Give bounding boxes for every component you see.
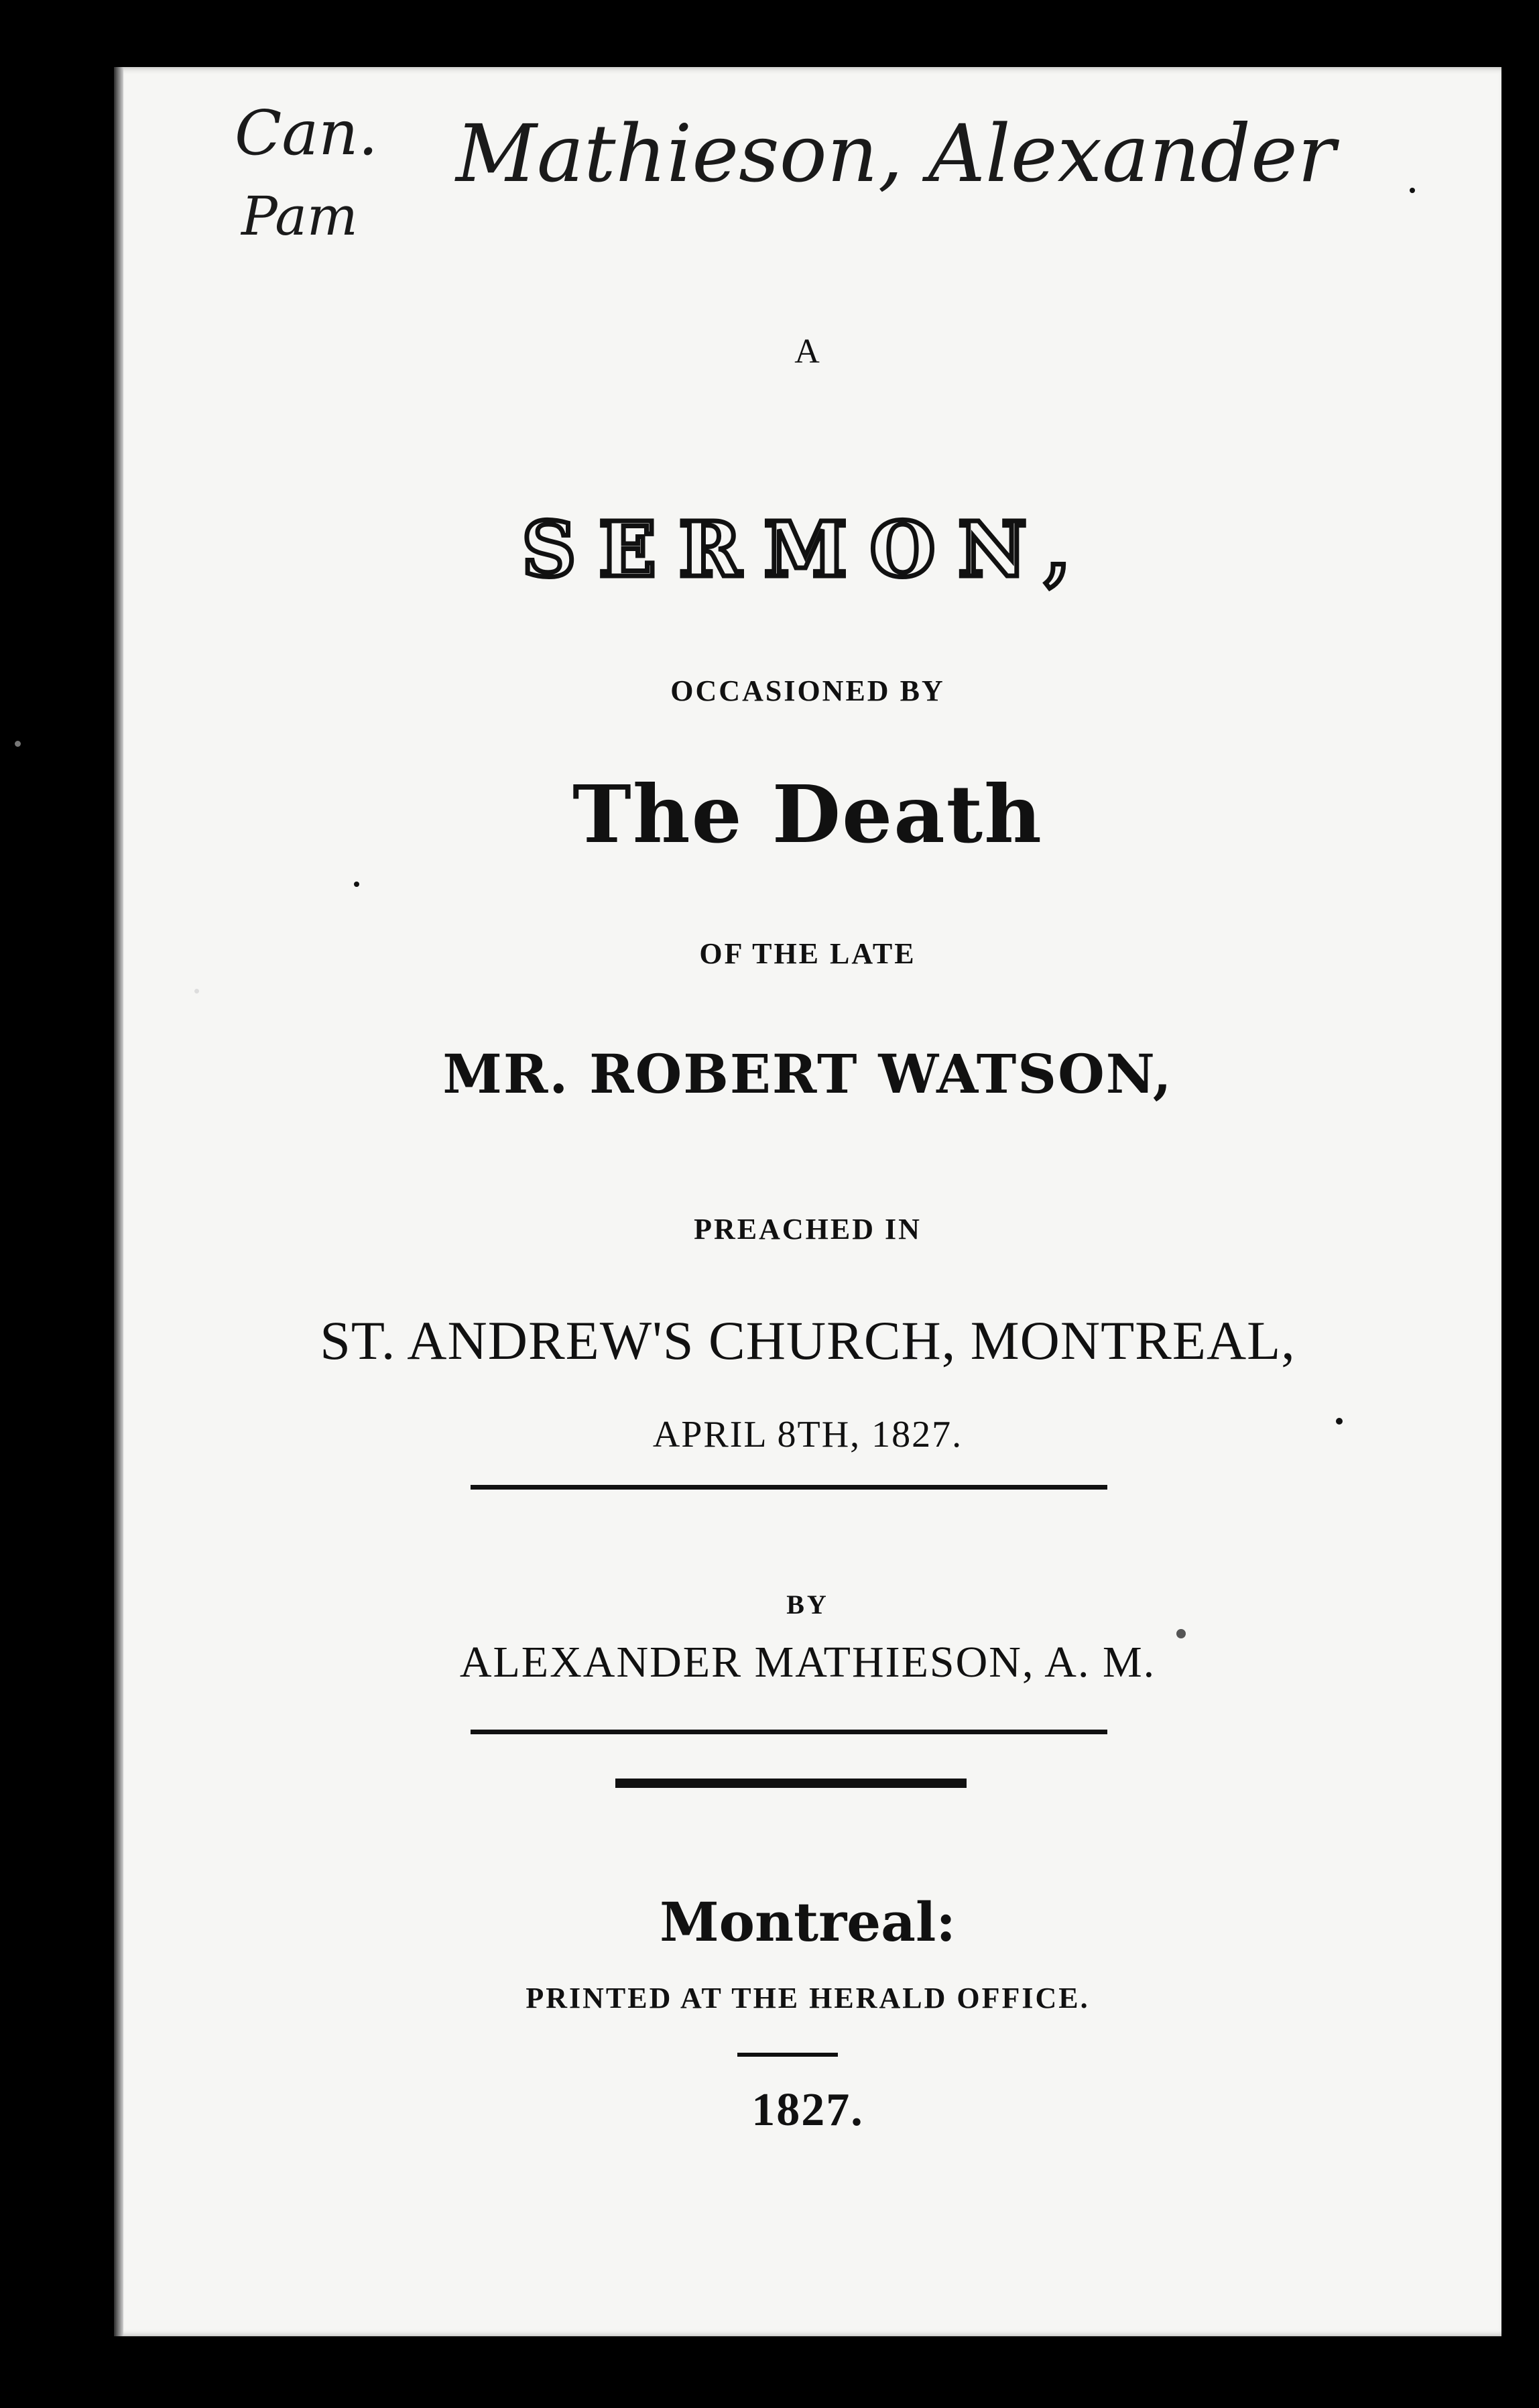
ink-speck <box>1176 1629 1186 1638</box>
imprint-city: Montreal: <box>660 1890 956 1953</box>
divider-rule-thick <box>615 1779 967 1788</box>
byline-label: BY <box>786 1589 829 1620</box>
ink-speck <box>354 882 359 887</box>
title-date: APRIL 8TH, 1827. <box>652 1414 963 1455</box>
title-place: ST. ANDREW'S CHURCH, MONTREAL, <box>320 1310 1296 1371</box>
title-deceased: MR. ROBERT WATSON, <box>442 1042 1173 1105</box>
title-genre: SERMON, <box>521 506 1094 594</box>
ink-speck <box>194 989 199 994</box>
handwritten-annotation <box>235 80 1508 282</box>
ink-speck <box>1410 188 1415 193</box>
title-occasion: OCCASIONED BY <box>670 674 945 707</box>
divider-rule-top <box>471 1485 1107 1490</box>
title-preached-in: PREACHED IN <box>694 1213 922 1246</box>
annotation-line2: Pam <box>241 185 358 247</box>
imprint-year: 1827. <box>751 2084 864 2136</box>
imprint-printer: PRINTED AT THE HERALD OFFICE. <box>526 1982 1090 2014</box>
title-of-the-late: OF THE LATE <box>699 937 916 970</box>
author-name: ALEXANDER MATHIESON, A. M. <box>459 1638 1156 1687</box>
divider-rule-short <box>737 2053 838 2057</box>
title-subject: The Death <box>572 768 1043 861</box>
annotation-line1: Can. <box>235 97 378 169</box>
ink-speck <box>15 741 21 747</box>
annotation-name: Mathieson, Alexander <box>456 107 1336 200</box>
title-article: A <box>794 333 821 371</box>
ink-speck <box>1336 1418 1343 1425</box>
title-page <box>114 67 1501 2336</box>
divider-rule-middle <box>471 1730 1107 1734</box>
